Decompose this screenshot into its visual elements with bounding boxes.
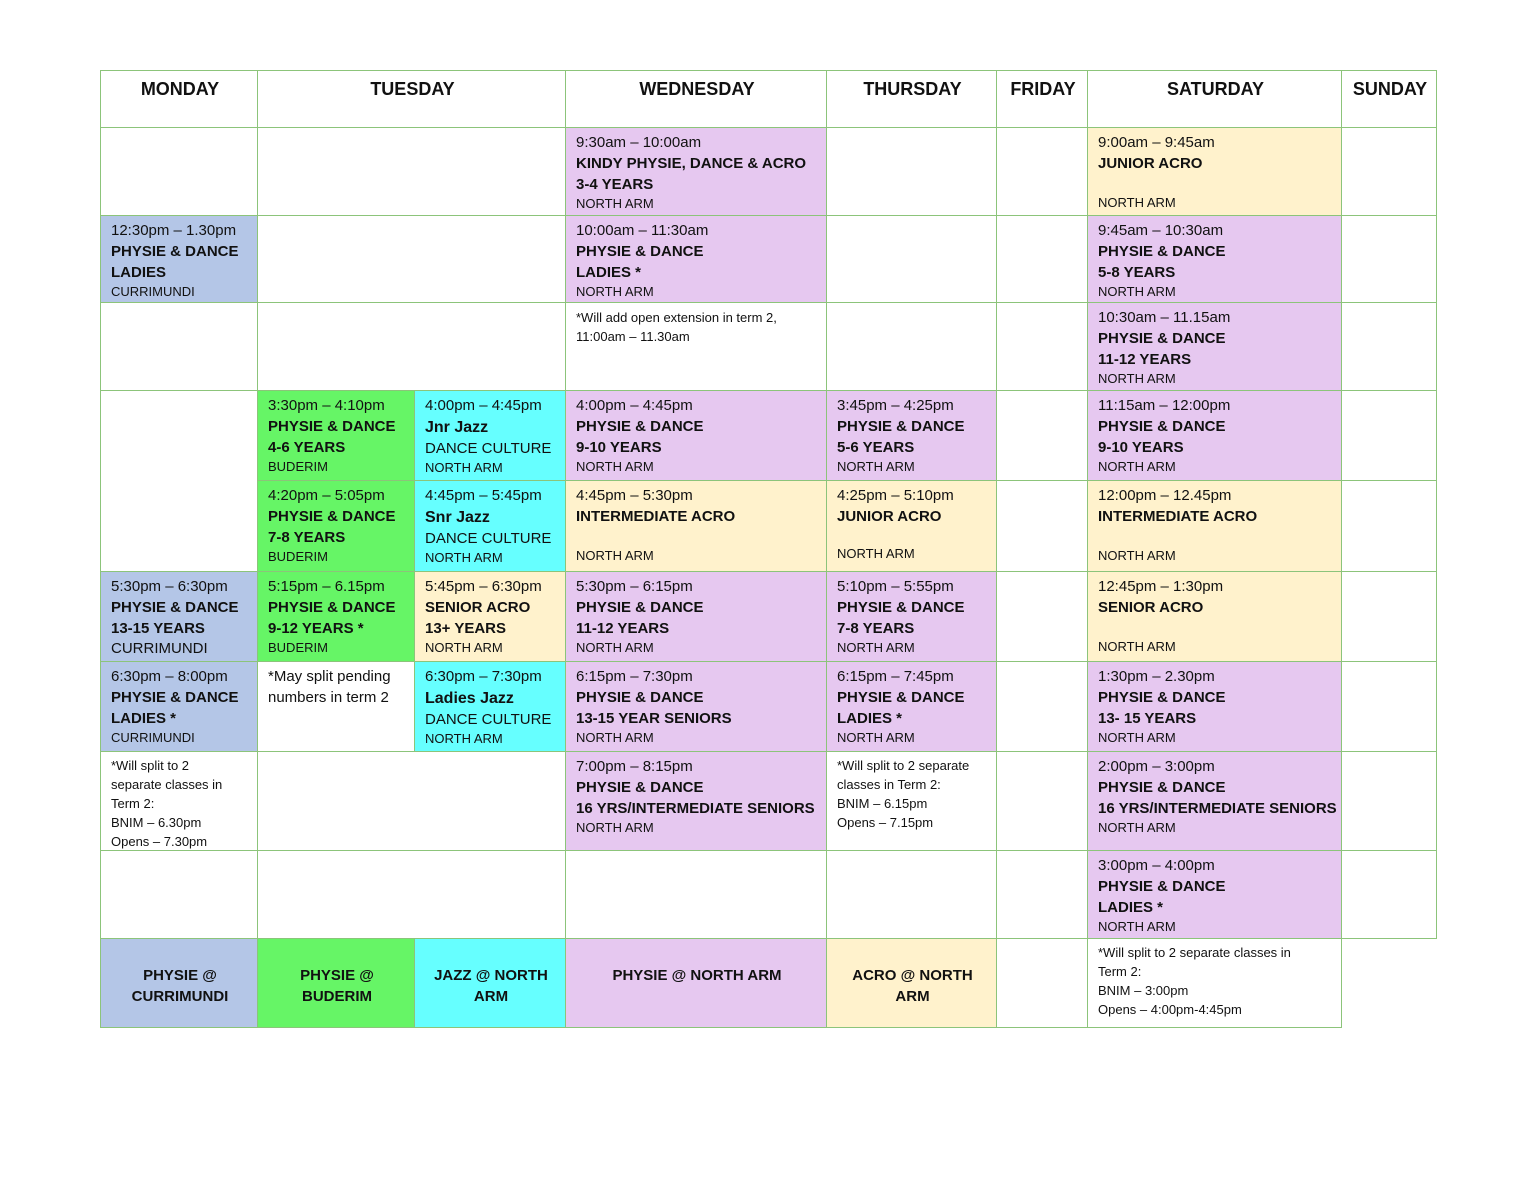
class-age: 5-8 YEARS [1098, 264, 1176, 281]
empty-cell [1341, 127, 1437, 216]
class-location: NORTH ARM [1098, 919, 1176, 934]
class-title: SENIOR ACRO [425, 599, 531, 616]
class-location: NORTH ARM [1098, 459, 1176, 474]
class-time: 4:00pm – 4:45pm [576, 397, 693, 414]
class-age: LADIES * [111, 710, 177, 727]
class-title: PHYSIE & DANCE [268, 599, 396, 616]
empty-cell [996, 571, 1088, 662]
class-age: 7-8 YEARS [268, 529, 346, 546]
legend-physie-north-arm [565, 938, 827, 1028]
empty-cell [996, 850, 1088, 939]
class-time: 7:00pm – 8:15pm [576, 758, 693, 775]
class-block [414, 390, 566, 481]
day-label: MONDAY [140, 79, 220, 99]
class-age: 13+ YEARS [425, 620, 507, 637]
note-cell [257, 661, 415, 752]
class-time: 5:30pm – 6:30pm [111, 578, 228, 595]
class-organisation: DANCE CULTURE [425, 440, 552, 457]
empty-cell [1341, 215, 1437, 303]
day-label: WEDNESDAY [639, 79, 755, 99]
class-location: NORTH ARM [1098, 284, 1176, 299]
class-location: NORTH ARM [837, 546, 915, 561]
class-age: 16 YRS/INTERMEDIATE SENIORS [576, 800, 815, 817]
class-block [414, 480, 566, 572]
class-block [1087, 215, 1342, 303]
empty-cell [996, 390, 1088, 481]
day-label: THURSDAY [863, 79, 962, 99]
class-time: 10:30am – 11.15am [1098, 309, 1231, 326]
empty-cell [826, 215, 997, 303]
class-title: PHYSIE & DANCE [576, 599, 704, 616]
class-block [826, 571, 997, 662]
class-location: NORTH ARM [1098, 548, 1176, 563]
class-time: 11:15am – 12:00pm [1098, 397, 1231, 414]
class-title: SENIOR ACRO [1098, 599, 1204, 616]
empty-cell [826, 127, 997, 216]
class-time: 5:30pm – 6:15pm [576, 578, 693, 595]
class-time: 3:45pm – 4:25pm [837, 397, 954, 414]
class-time: 12:45pm – 1:30pm [1098, 578, 1224, 595]
empty-cell [100, 302, 258, 391]
note-text: Opens – 4:00pm-4:45pm [1098, 1002, 1242, 1017]
class-time: 9:30am – 10:00am [576, 134, 702, 151]
empty-cell [100, 127, 258, 216]
class-location: NORTH ARM [425, 460, 503, 475]
class-title: INTERMEDIATE ACRO [576, 508, 736, 525]
class-location: NORTH ARM [576, 730, 654, 745]
empty-cell [1341, 571, 1437, 662]
legend-text: ACRO @ NORTH [852, 967, 973, 984]
note-text: 11:00am – 11.30am [576, 329, 690, 344]
note-text: classes in Term 2: [837, 777, 941, 792]
legend-physie-currimundi [100, 938, 258, 1028]
empty-cell [565, 850, 827, 939]
class-block [414, 661, 566, 752]
class-title: PHYSIE & DANCE [837, 689, 965, 706]
class-age: 9-12 YEARS * [268, 620, 364, 637]
class-organisation: DANCE CULTURE [425, 711, 552, 728]
empty-cell [100, 390, 258, 572]
class-time: 12:30pm – 1.30pm [111, 222, 237, 239]
note-text: numbers in term 2 [268, 689, 389, 706]
class-location: NORTH ARM [1098, 820, 1176, 835]
class-title: PHYSIE & DANCE [1098, 779, 1226, 796]
empty-cell [1341, 480, 1437, 572]
class-location: NORTH ARM [837, 459, 915, 474]
class-time: 5:15pm – 6.15pm [268, 578, 385, 595]
legend-text: CURRIMUNDI [131, 988, 229, 1005]
class-title: PHYSIE & DANCE [268, 418, 396, 435]
class-block [1087, 850, 1342, 939]
class-time: 3:00pm – 4:00pm [1098, 857, 1215, 874]
empty-cell [996, 938, 1088, 1028]
class-time: 5:45pm – 6:30pm [425, 578, 542, 595]
class-block [565, 480, 827, 572]
header-sunday [1341, 70, 1437, 128]
class-time: 9:45am – 10:30am [1098, 222, 1224, 239]
class-time: 12:00pm – 12.45pm [1098, 487, 1232, 504]
class-location: BUDERIM [268, 549, 328, 564]
class-block [565, 390, 827, 481]
class-age: 13-15 YEAR SENIORS [576, 710, 732, 727]
class-block [257, 480, 415, 572]
class-block [1087, 127, 1342, 216]
class-block [565, 215, 827, 303]
class-block [1087, 480, 1342, 572]
class-title: Jnr Jazz [425, 419, 489, 436]
class-location: NORTH ARM [1098, 730, 1176, 745]
class-location: NORTH ARM [425, 731, 503, 746]
empty-cell [996, 751, 1088, 851]
class-title: PHYSIE & DANCE [1098, 243, 1226, 260]
note-cell [565, 302, 827, 391]
note-text: Term 2: [1098, 964, 1142, 979]
note-text: Opens – 7.15pm [837, 815, 934, 830]
class-title: KINDY PHYSIE, DANCE & ACRO [576, 155, 807, 172]
class-location: NORTH ARM [576, 284, 654, 299]
class-location: CURRIMUNDI [111, 284, 195, 299]
class-location: NORTH ARM [837, 640, 915, 655]
class-block [1087, 571, 1342, 662]
class-block [826, 661, 997, 752]
header-tuesday [257, 70, 566, 128]
class-age: 13-15 YEARS [111, 620, 205, 637]
class-title: PHYSIE & DANCE [111, 689, 239, 706]
note-text: Opens – 7.30pm [111, 834, 208, 849]
class-location: BUDERIM [268, 640, 328, 655]
class-block [100, 215, 258, 303]
header-saturday [1087, 70, 1342, 128]
class-age: 7-8 YEARS [837, 620, 915, 637]
class-title: PHYSIE & DANCE [837, 599, 965, 616]
class-block [100, 661, 258, 752]
class-title: Ladies Jazz [425, 690, 514, 707]
note-text: BNIM – 6.30pm [111, 815, 202, 830]
empty-cell [257, 751, 566, 851]
class-title: PHYSIE & DANCE [837, 418, 965, 435]
class-location: NORTH ARM [425, 550, 503, 565]
class-age: 3-4 YEARS [576, 176, 654, 193]
class-title: PHYSIE & DANCE [576, 418, 704, 435]
class-age: 9-10 YEARS [576, 439, 662, 456]
class-location: NORTH ARM [1098, 195, 1176, 210]
class-time: 6:30pm – 7:30pm [425, 668, 542, 685]
class-block [826, 390, 997, 481]
class-block [565, 571, 827, 662]
class-location: CURRIMUNDI [111, 730, 195, 745]
header-wednesday [565, 70, 827, 128]
class-block [1087, 302, 1342, 391]
legend-jazz-north-arm [414, 938, 566, 1028]
class-age: 11-12 YEARS [576, 620, 670, 637]
class-time: 4:25pm – 5:10pm [837, 487, 954, 504]
class-time: 4:45pm – 5:30pm [576, 487, 693, 504]
day-label: TUESDAY [370, 79, 455, 99]
class-location: NORTH ARM [576, 196, 654, 211]
class-title: JUNIOR ACRO [837, 508, 942, 525]
empty-cell [996, 302, 1088, 391]
class-block [565, 751, 827, 851]
class-location: NORTH ARM [837, 730, 915, 745]
note-text: *Will split to 2 separate [837, 758, 970, 773]
class-time: 4:45pm – 5:45pm [425, 487, 542, 504]
empty-cell [257, 215, 566, 303]
class-location: NORTH ARM [576, 548, 654, 563]
class-time: 5:10pm – 5:55pm [837, 578, 954, 595]
class-title: JUNIOR ACRO [1098, 155, 1203, 172]
class-location: NORTH ARM [576, 820, 654, 835]
class-age: 16 YRS/INTERMEDIATE SENIORS [1098, 800, 1337, 817]
legend-text: PHYSIE @ NORTH ARM [612, 967, 782, 984]
class-title: PHYSIE & DANCE [1098, 418, 1226, 435]
class-time: 6:30pm – 8:00pm [111, 668, 228, 685]
class-age: 9-10 YEARS [1098, 439, 1184, 456]
class-age: 4-6 YEARS [268, 439, 346, 456]
class-title: PHYSIE & DANCE [576, 243, 704, 260]
class-block [1087, 661, 1342, 752]
header-thursday [826, 70, 997, 128]
class-age: 13- 15 YEARS [1098, 710, 1197, 727]
class-block [1087, 751, 1342, 851]
class-title: INTERMEDIATE ACRO [1098, 508, 1258, 525]
class-title: PHYSIE & DANCE [1098, 330, 1226, 347]
class-time: 6:15pm – 7:30pm [576, 668, 693, 685]
class-time: 3:30pm – 4:10pm [268, 397, 385, 414]
class-location: NORTH ARM [576, 459, 654, 474]
class-location: NORTH ARM [576, 640, 654, 655]
class-block [257, 390, 415, 481]
class-title: PHYSIE & DANCE [576, 779, 704, 796]
class-title: PHYSIE & DANCE [576, 689, 704, 706]
class-title: PHYSIE & DANCE [268, 508, 396, 525]
header-monday [100, 70, 258, 128]
class-age: LADIES * [1098, 899, 1164, 916]
class-title: PHYSIE & DANCE [1098, 878, 1226, 895]
class-title: PHYSIE & DANCE [1098, 689, 1226, 706]
class-time: 6:15pm – 7:45pm [837, 668, 954, 685]
class-block [100, 571, 258, 662]
header-friday [996, 70, 1088, 128]
note-text: separate classes in [111, 777, 223, 792]
empty-cell [257, 302, 566, 391]
day-label: SATURDAY [1166, 79, 1264, 99]
legend-text: ARM [473, 988, 509, 1005]
empty-cell [1341, 751, 1437, 851]
class-block [826, 480, 997, 572]
legend-physie-buderim [257, 938, 415, 1028]
class-block [257, 571, 415, 662]
class-age: 11-12 YEARS [1098, 351, 1192, 368]
class-time: 10:00am – 11:30am [576, 222, 709, 239]
note-text: *Will split to 2 separate classes in [1098, 945, 1291, 960]
empty-cell [996, 127, 1088, 216]
note-text: Term 2: [111, 796, 155, 811]
legend-text: PHYSIE @ [143, 967, 217, 984]
class-title: PHYSIE & DANCE [111, 599, 239, 616]
empty-cell [257, 850, 566, 939]
empty-cell [996, 661, 1088, 752]
empty-cell [1341, 390, 1437, 481]
class-block [1087, 390, 1342, 481]
empty-cell [1341, 302, 1437, 391]
empty-cell [826, 302, 997, 391]
class-title: PHYSIE & DANCE [111, 243, 239, 260]
class-location: NORTH ARM [1098, 639, 1176, 654]
saturday-footnote [1087, 938, 1342, 1028]
note-cell [100, 751, 258, 851]
class-age: LADIES * [837, 710, 903, 727]
class-time: 2:00pm – 3:00pm [1098, 758, 1215, 775]
legend-text: BUDERIM [301, 988, 372, 1005]
legend-acro-north-arm [826, 938, 997, 1028]
empty-cell [100, 850, 258, 939]
empty-cell [996, 215, 1088, 303]
class-age: 5-6 YEARS [837, 439, 915, 456]
note-text: *Will add open extension in term 2, [576, 310, 777, 325]
class-block [565, 127, 827, 216]
class-location: CURRIMUNDI [111, 640, 208, 657]
class-location: NORTH ARM [425, 640, 503, 655]
class-organisation: DANCE CULTURE [425, 530, 552, 547]
class-location: NORTH ARM [1098, 371, 1176, 386]
empty-cell [996, 480, 1088, 572]
empty-cell [1341, 850, 1437, 939]
class-time: 1:30pm – 2.30pm [1098, 668, 1215, 685]
day-label: SUNDAY [1352, 79, 1428, 99]
class-age: LADIES * [576, 264, 642, 281]
empty-cell [826, 850, 997, 939]
legend-text: ARM [895, 988, 930, 1005]
note-cell [826, 751, 997, 851]
class-title: Snr Jazz [425, 509, 490, 526]
class-time: 4:00pm – 4:45pm [425, 397, 542, 414]
note-text: BNIM – 6.15pm [837, 796, 928, 811]
day-label: FRIDAY [1010, 79, 1076, 99]
empty-cell [1341, 661, 1437, 752]
legend-text: JAZZ @ NORTH [434, 967, 548, 984]
class-location: BUDERIM [268, 459, 328, 474]
note-text: *Will split to 2 [111, 758, 190, 773]
class-block [565, 661, 827, 752]
class-age: LADIES [111, 264, 167, 281]
empty-cell [257, 127, 566, 216]
class-time: 4:20pm – 5:05pm [268, 487, 385, 504]
legend-text: PHYSIE @ [300, 967, 374, 984]
note-text: *May split pending [268, 668, 391, 685]
class-block [414, 571, 566, 662]
class-time: 9:00am – 9:45am [1098, 134, 1215, 151]
note-text: BNIM – 3:00pm [1098, 983, 1189, 998]
